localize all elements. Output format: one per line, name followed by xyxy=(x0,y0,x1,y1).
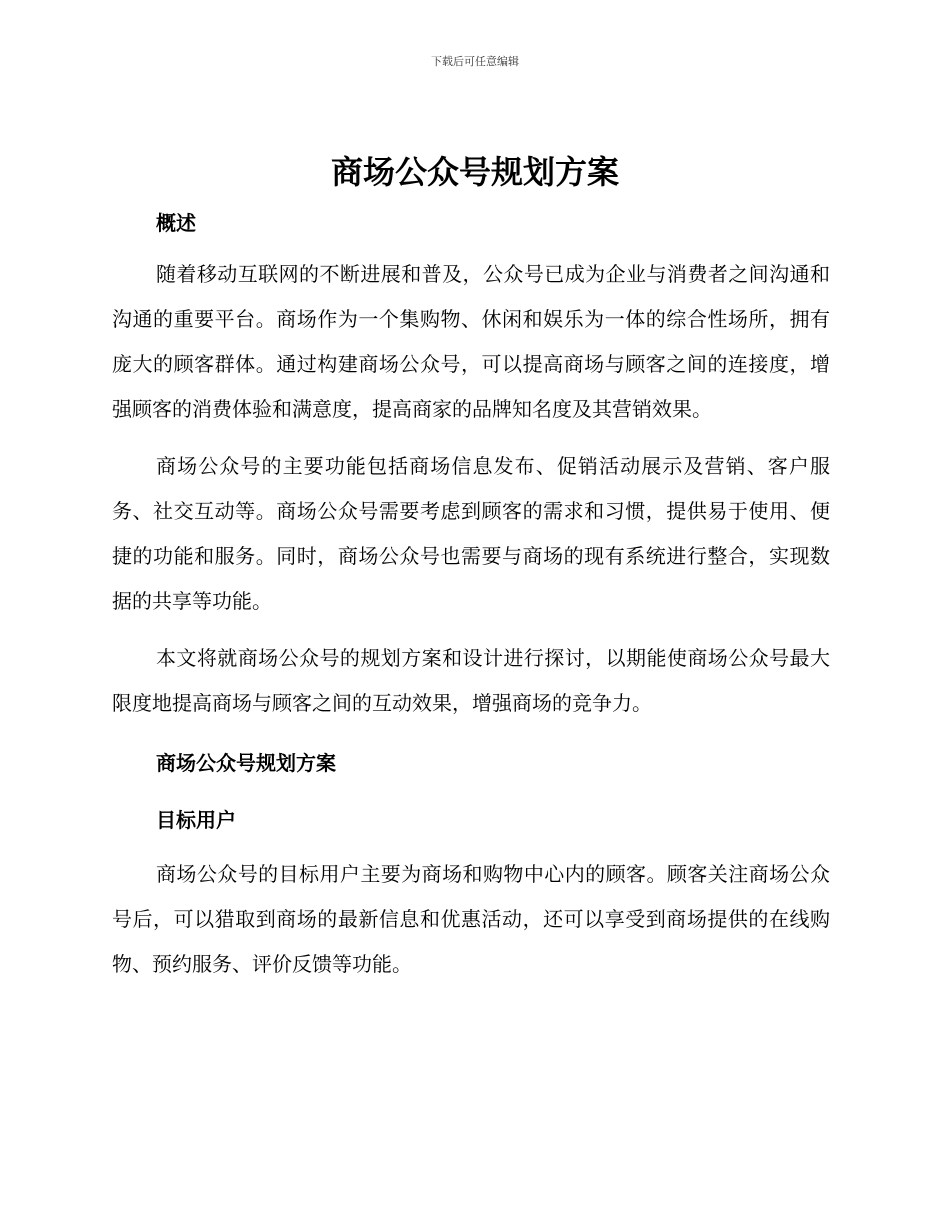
header-note: 下载后可任意编辑 xyxy=(431,55,519,68)
section-heading-plan: 商场公众号规划方案 xyxy=(156,751,336,775)
section-heading-overview: 概述 xyxy=(156,211,196,235)
paragraph-2: 商场公众号的主要功能包括商场信息发布、促销活动展示及营销、客户服务、社交互动等。商场公众号需要考虑到顾客的需求和习惯，提供易于使用、便捷的功能和服务。同时，商场公众号也需要与商场的现有系统进行整合，实现数据的共享等功能。 xyxy=(112,454,830,613)
paragraph-4: 商场公众号的目标用户主要为商场和购物中心内的顾客。顾客关注商场公众号后，可以猎取到商场的最新信息和优惠活动，还可以享受到商场提供的在线购物、预约服务、评价反馈等功能。 xyxy=(112,862,830,976)
document-body xyxy=(112,203,830,987)
document-title: 商场公众号规划方案 xyxy=(330,153,619,191)
section-heading-target-users: 目标用户 xyxy=(156,808,236,832)
paragraph-1: 随着移动互联网的不断进展和普及，公众号已成为企业与消费者之间沟通和沟通的重要平台。商场作为一个集购物、休闲和娱乐为一体的综合性场所，拥有庞大的顾客群体。通过构建商场公众号，可以提高商场与顾客之间的连接度，增强顾客的消费体验和满意度，提高商家的品牌知名度及其营销效果。 xyxy=(112,262,830,421)
paragraph-3: 本文将就商场公众号的规划方案和设计进行探讨，以期能使商场公众号最大限度地提高商场与顾客之间的互动效果，增强商场的竞争力。 xyxy=(112,646,830,715)
